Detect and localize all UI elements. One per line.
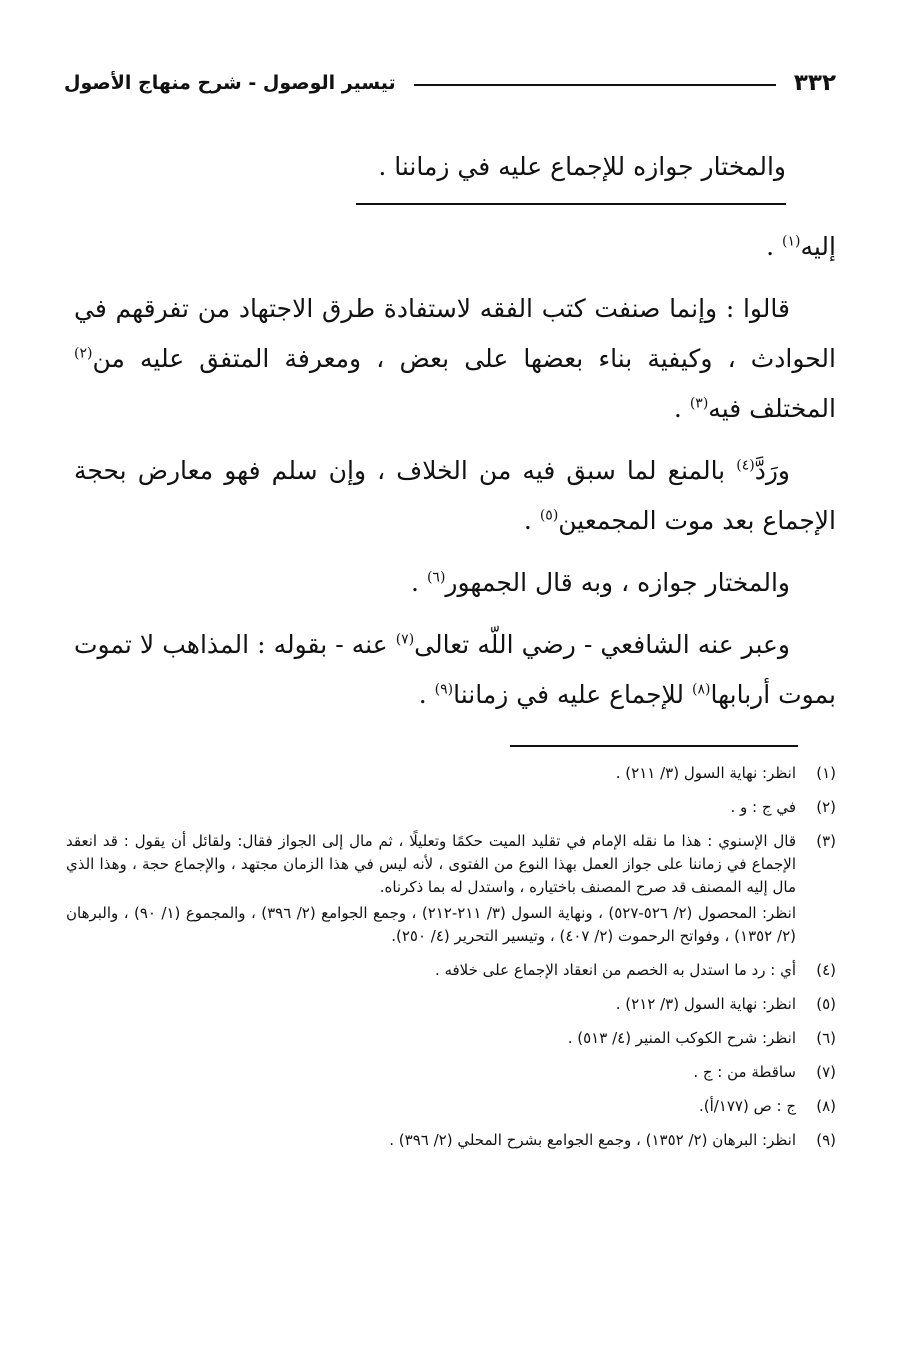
paragraph-2-end: . [673, 394, 690, 423]
paragraph-4-part-1: والمختار جوازه ، وبه قال الجمهور [445, 568, 790, 597]
paragraph-5-end: . [418, 680, 435, 709]
footnote-number: (١) [816, 764, 836, 782]
footnote-number: (٥) [816, 995, 836, 1013]
footnote-number: (٨) [816, 1097, 836, 1115]
paragraph-3-part-2: بالمنع لما سبق فيه من الخلاف ، وإن سلم فهو معارض بحجة الإجماع بعد موت المجمعين [74, 456, 836, 535]
page-number: ٣٣٢ [793, 70, 836, 96]
footnote-number: (٤) [816, 961, 836, 979]
footnote-text: ج : ص (١٧٧/أ). [698, 1097, 796, 1115]
paragraph-2-part-2: المختلف فيه [708, 394, 836, 423]
paragraph-3-end: . [523, 506, 540, 535]
footnote-7 [66, 1061, 836, 1084]
paragraph-4 [74, 558, 836, 608]
footnote-1 [66, 762, 836, 785]
footnotes-section [66, 762, 836, 1163]
matn-underline [356, 203, 786, 205]
footnote-ref-6[interactable]: (٦) [426, 569, 446, 586]
footnote-2 [66, 796, 836, 819]
footnote-text: ساقطة من : ج . [693, 1063, 796, 1081]
footnote-text: انظر: نهاية السول (٣/ ٢١١) . [615, 764, 796, 782]
matn-block [356, 145, 786, 205]
footnote-ref-2[interactable]: (٢) [74, 345, 93, 362]
footnote-ref-5[interactable]: (٥) [539, 507, 559, 524]
paragraph-2 [74, 284, 836, 434]
footnote-ref-8[interactable]: (٨) [692, 681, 711, 698]
paragraph-3 [74, 446, 836, 546]
footnote-text: انظر: نهاية السول (٣/ ٢١٢) . [615, 995, 796, 1013]
paragraph-1-text: إليه [800, 232, 836, 261]
footnote-number: (٣) [816, 832, 836, 850]
footnote-text: انظر: البرهان (٢/ ١٣٥٢) ، وجمع الجوامع بشرح المحلي (٢/ ٣٩٦) . [389, 1131, 796, 1149]
paragraph-5-part-2: عنه - بقوله : المذاهب لا تموت بموت أربابها [74, 630, 836, 709]
footnote-8 [66, 1095, 836, 1118]
running-header [64, 66, 836, 100]
footnote-number: (٧) [816, 1063, 836, 1081]
footnote-9 [66, 1129, 836, 1152]
matn-text: والمختار جوازه للإجماع عليه في زماننا . [378, 152, 786, 181]
footnote-text: في ج : و . [730, 798, 796, 816]
footnote-number: (٦) [816, 1029, 836, 1047]
footnote-3-references: انظر: المحصول (٢/ ٥٢٦-٥٢٧) ، ونهاية السول (٣/ ٢١١-٢١٢) ، وجمع الجوامع (٢/ ٣٩٦) ، والمجموع (١/ ٩٠) ، والبرهان (٢/ ١٣٥٢) ، وفواتح الرحموت (٢/ ٤٠٧) ، وتيسير التحرير (٤/ ٢٥٠). [66, 904, 796, 945]
paragraph-5 [74, 620, 836, 720]
header-rule [414, 84, 776, 86]
footnote-number: (٢) [816, 798, 836, 816]
footnote-5 [66, 993, 836, 1016]
footnote-ref-1[interactable]: (١) [782, 233, 801, 250]
paragraph-5-part-3: للإجماع عليه في زماننا [453, 680, 693, 709]
paragraph-4-end: . [411, 568, 427, 597]
footnote-4 [66, 959, 836, 982]
footnote-number: (٩) [816, 1131, 836, 1149]
footnote-3-quote: قال الإسنوي : هذا ما نقله الإمام في تقليد الميت حكمًا وتعليلًا ، ثم مال إلى الجواز فقال: ولقائل أن يقول : قد انعقد الإجماع في زماننا على جواز العمل بهذا النوع من الفتوى ، لأنه ليس في هذا الزمان مجتهد ، والإجماع حجة ، وهذا الذي مال إليه المصنف قد صرح المصنف باختياره ، واستدل له بما ذكرناه. [66, 832, 796, 896]
footnote-ref-9[interactable]: (٩) [434, 681, 454, 698]
running-title: تيسير الوصول - شرح منهاج الأصول [64, 72, 396, 94]
footnote-ref-4[interactable]: (٤) [736, 457, 755, 474]
footnote-separator [510, 745, 798, 747]
footnote-text: أي : رد ما استدل به الخصم من انعقاد الإجماع على خلافه . [434, 961, 796, 979]
commentary-body [74, 222, 836, 732]
paragraph-3-part-1: ورَدَّ [754, 456, 790, 485]
paragraph-2-part-1: قالوا : وإنما صنفت كتب الفقه لاستفادة طرق الاجتهاد من تفرقهم في الحوادث ، وكيفية بناء بعضها على بعض ، ومعرفة المتفق عليه من [74, 294, 836, 373]
footnote-text [66, 830, 796, 948]
paragraph-5-part-1: وعبر عنه الشافعي - رضي اللّه تعالى [414, 630, 790, 659]
footnote-3 [66, 830, 836, 948]
footnote-text: انظر: شرح الكوكب المنير (٤/ ٥١٣) . [567, 1029, 796, 1047]
paragraph-1 [74, 222, 836, 272]
footnote-ref-3[interactable]: (٣) [689, 395, 709, 412]
footnote-6 [66, 1027, 836, 1050]
paragraph-1-end: . [766, 232, 783, 261]
footnote-ref-7[interactable]: (٧) [395, 631, 415, 648]
